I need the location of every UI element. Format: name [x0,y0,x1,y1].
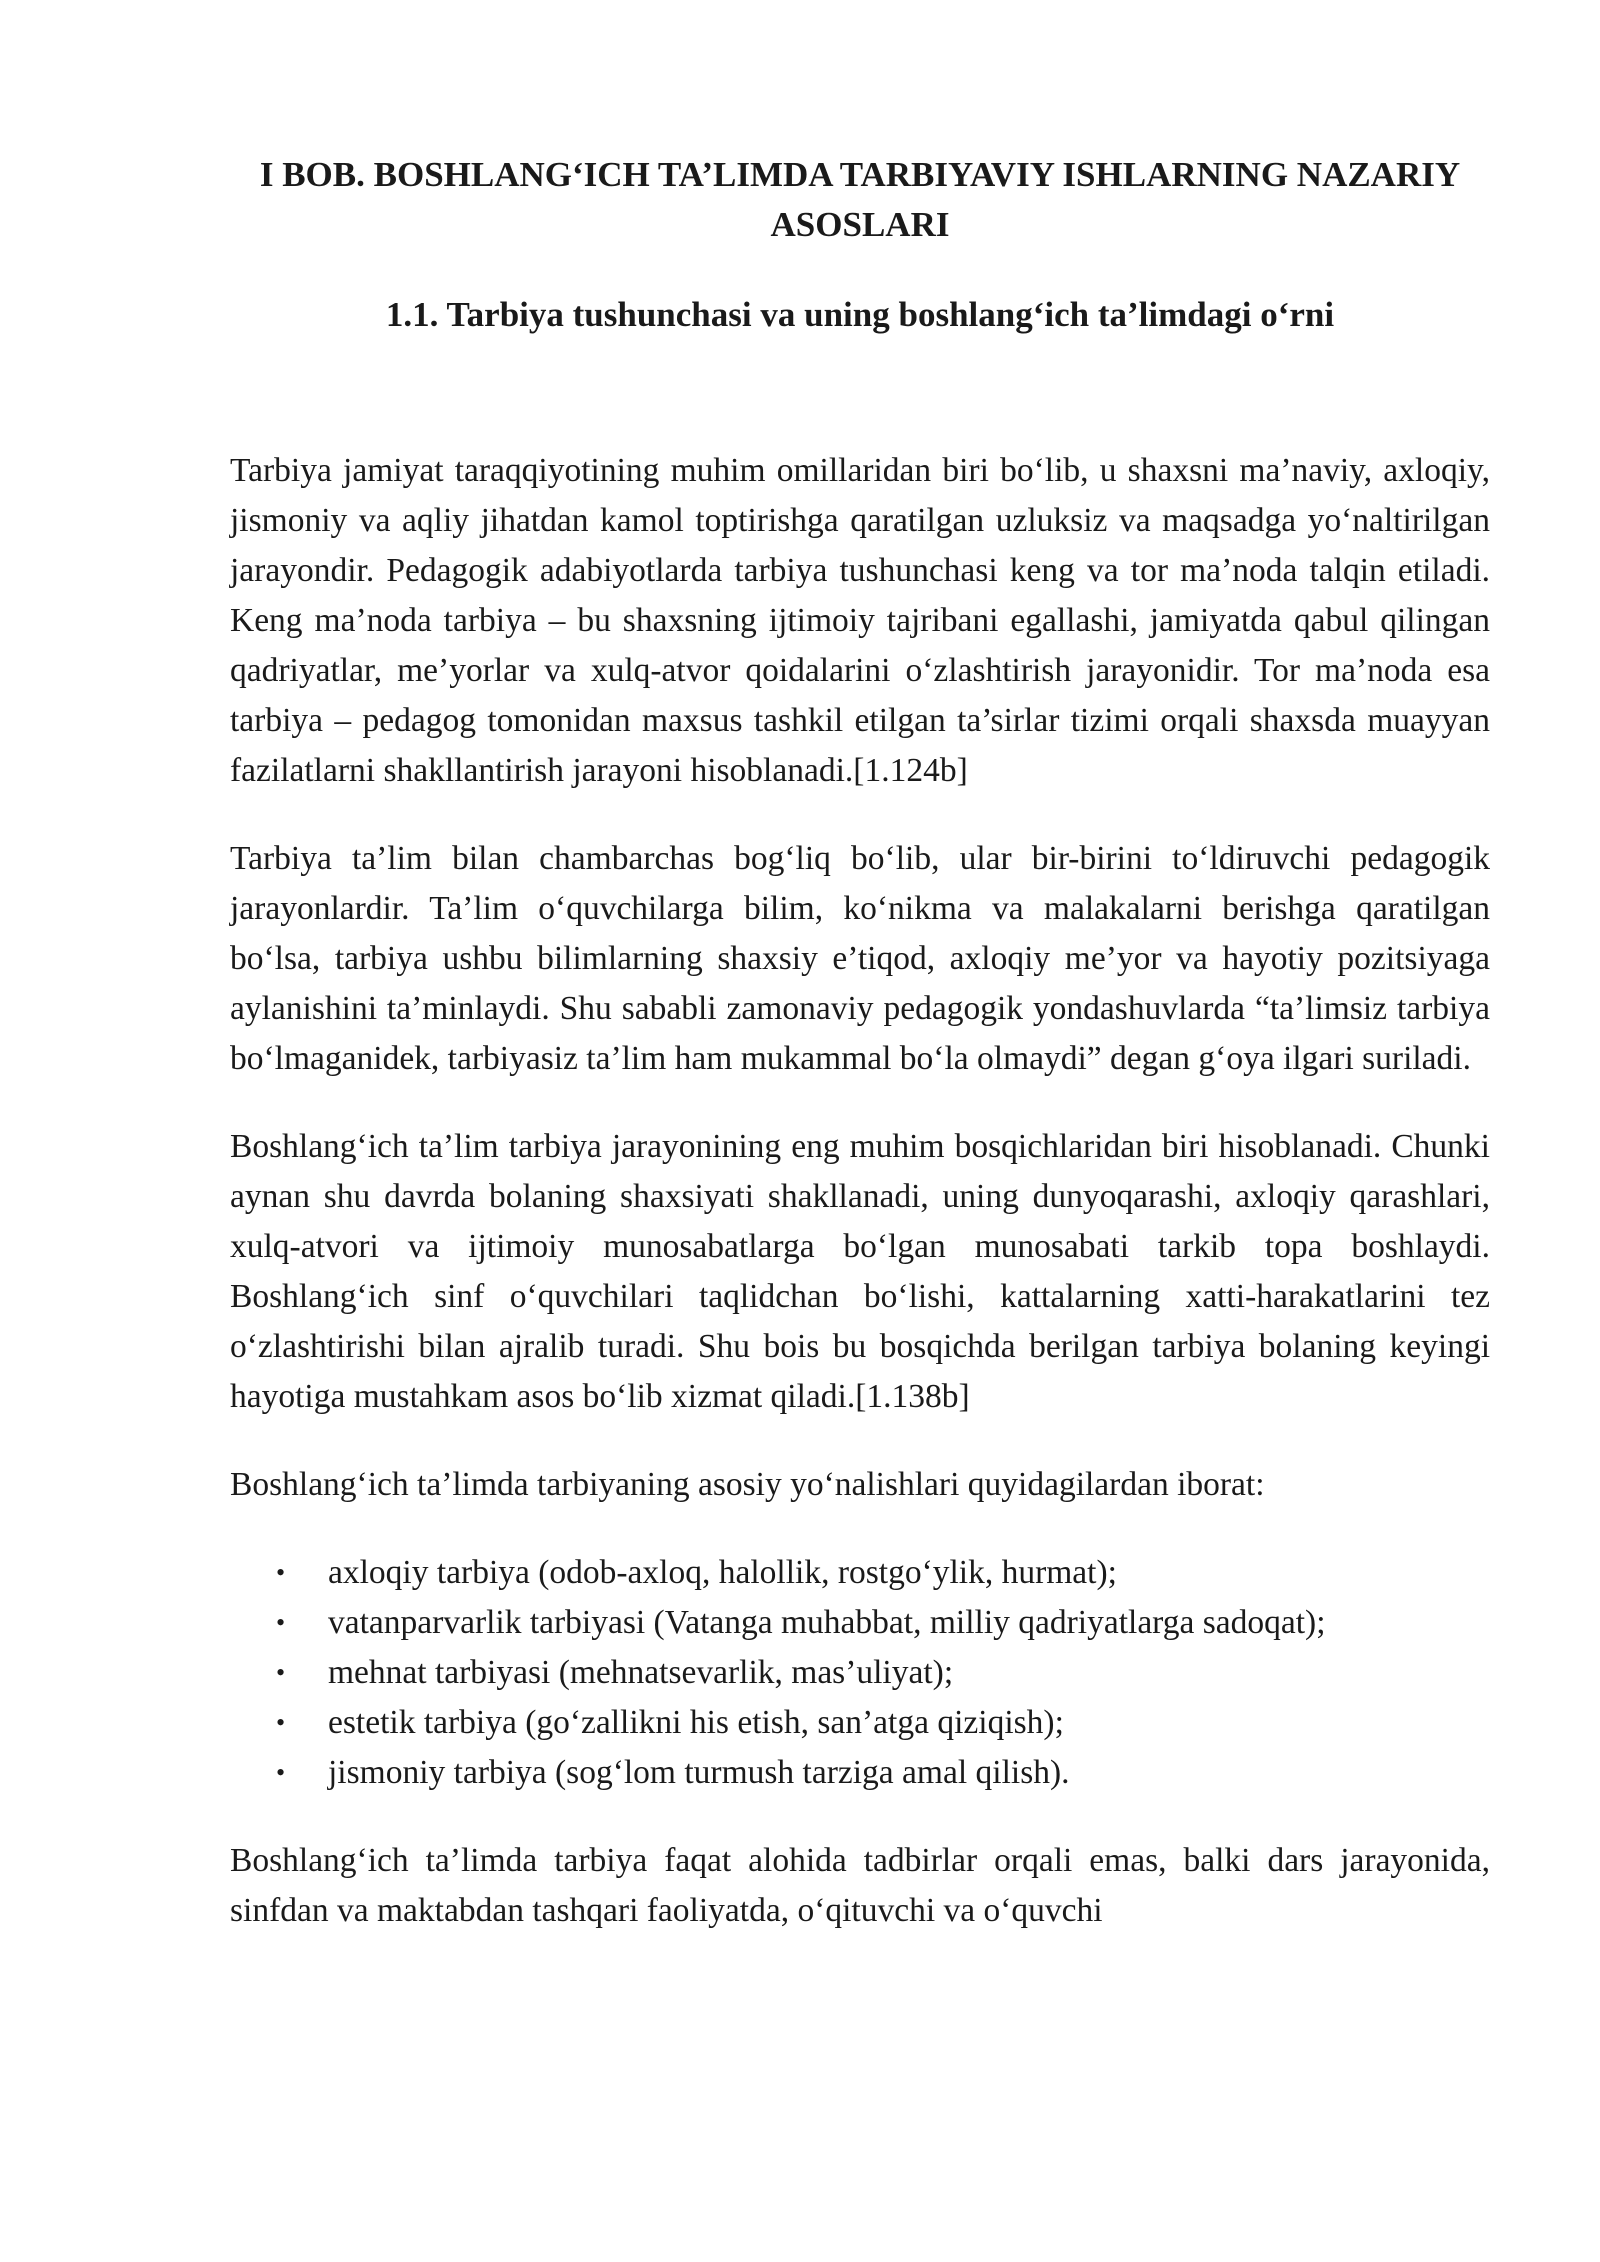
list-item-text: vatanparvarlik tarbiyasi (Vatanga muhabbat, milliy qadriyatlarga sadoqat); [328,1604,1326,1641]
bullet-icon: • [276,1658,286,1687]
list-item [230,1648,1490,1698]
paragraph: Boshlang‘ich ta’limda tarbiya faqat alohida tadbirlar orqali emas, balki dars jarayonida, sinfdan va maktabdan tashqari faoliyatda, o‘qituvchi va o‘quvchi [230,1842,1490,1929]
list-intro-paragraph: Boshlang‘ich ta’limda tarbiyaning asosiy yo‘nalishlari quyidagilardan iborat: [230,1466,1265,1503]
bullet-icon: • [276,1708,286,1737]
list-item [230,1748,1490,1798]
bullet-icon: • [276,1758,286,1787]
list-item-text: estetik tarbiya (go‘zallikni his etish, san’atga qiziqish); [328,1704,1064,1741]
chapter-title: I BOB. BOSHLANG‘ICH TA’LIMDA TARBIYAVIY ISHLARNING NAZARIY ASOSLARI [259,155,1461,244]
body-text [230,446,1490,1974]
list-item [230,1698,1490,1748]
bullet-icon: • [276,1608,286,1637]
bullet-icon: • [276,1558,286,1587]
list-item-text: jismoniy tarbiya (sog‘lom turmush tarziga amal qilish). [328,1754,1070,1791]
list-item [230,1548,1490,1598]
paragraph: Boshlang‘ich ta’lim tarbiya jarayonining eng muhim bosqichlaridan biri hisoblanadi. Chunki aynan shu davrda bolaning shaxsiyati shakllanadi, uning dunyoqarashi, axloqiy qarashlari, xulq-atvori va ijtimoiy munosabatlarga bo‘lgan munosabati tarkib topa boshlaydi. Boshlang‘ich sinf o‘quvchilari taqlidchan bo‘lishi, kattalarning xatti-harakatlarini tez o‘zlashtirishi bilan ajralib turadi. Shu bois bu bosqichda berilgan tarbiya bolaning keyingi hayotiga mustahkam asos bo‘lib xizmat qiladi.[1.138b] [230,1128,1490,1415]
bullet-list [230,1548,1490,1798]
section-title: 1.1. Tarbiya tushunchasi va uning boshlang‘ich ta’limdagi o‘rni [385,295,1335,334]
paragraph: Tarbiya ta’lim bilan chambarchas bog‘liq bo‘lib, ular bir-birini to‘ldiruvchi pedagogik jarayonlardir. Ta’lim o‘quvchilarga bilim, ko‘nikma va malakalarni berishga qaratilgan bo‘lsa, tarbiya ushbu bilimlarning shaxsiy e’tiqod, axloqiy me’yor va hayotiy pozitsiyaga aylanishini ta’minlaydi. Shu sababli zamonaviy pedagogik yondashuvlarda “ta’limsiz tarbiya bo‘lmaganidek, tarbiyasiz ta’lim ham mukammal bo‘la olmaydi” degan g‘oya ilgari suriladi. [230,840,1490,1077]
paragraph: Tarbiya jamiyat taraqqiyotining muhim omillaridan biri bo‘lib, u shaxsni ma’naviy, axloqiy, jismoniy va aqliy jihatdan kamol toptirishga qaratilgan uzluksiz va maqsadga yo‘naltirilgan jarayondir. Pedagogik adabiyotlarda tarbiya tushunchasi keng va tor ma’noda talqin etiladi. Keng ma’noda tarbiya – bu shaxsning ijtimoiy tajribani egallashi, jamiyatda qabul qilingan qadriyatlar, me’yorlar va xulq-atvor qoidalarini o‘zlashtirish jarayonidir. Tor ma’noda esa tarbiya – pedagog tomonidan maxsus tashkil etilgan ta’sirlar tizimi orqali shaxsda muayyan fazilatlarni shakllantirish jarayoni hisoblanadi.[1.124b] [230,452,1490,789]
list-item-text: axloqiy tarbiya (odob-axloq, halollik, rostgo‘ylik, hurmat); [328,1554,1117,1591]
list-item-text: mehnat tarbiyasi (mehnatsevarlik, mas’uliyat); [328,1654,954,1691]
list-item [230,1598,1490,1648]
